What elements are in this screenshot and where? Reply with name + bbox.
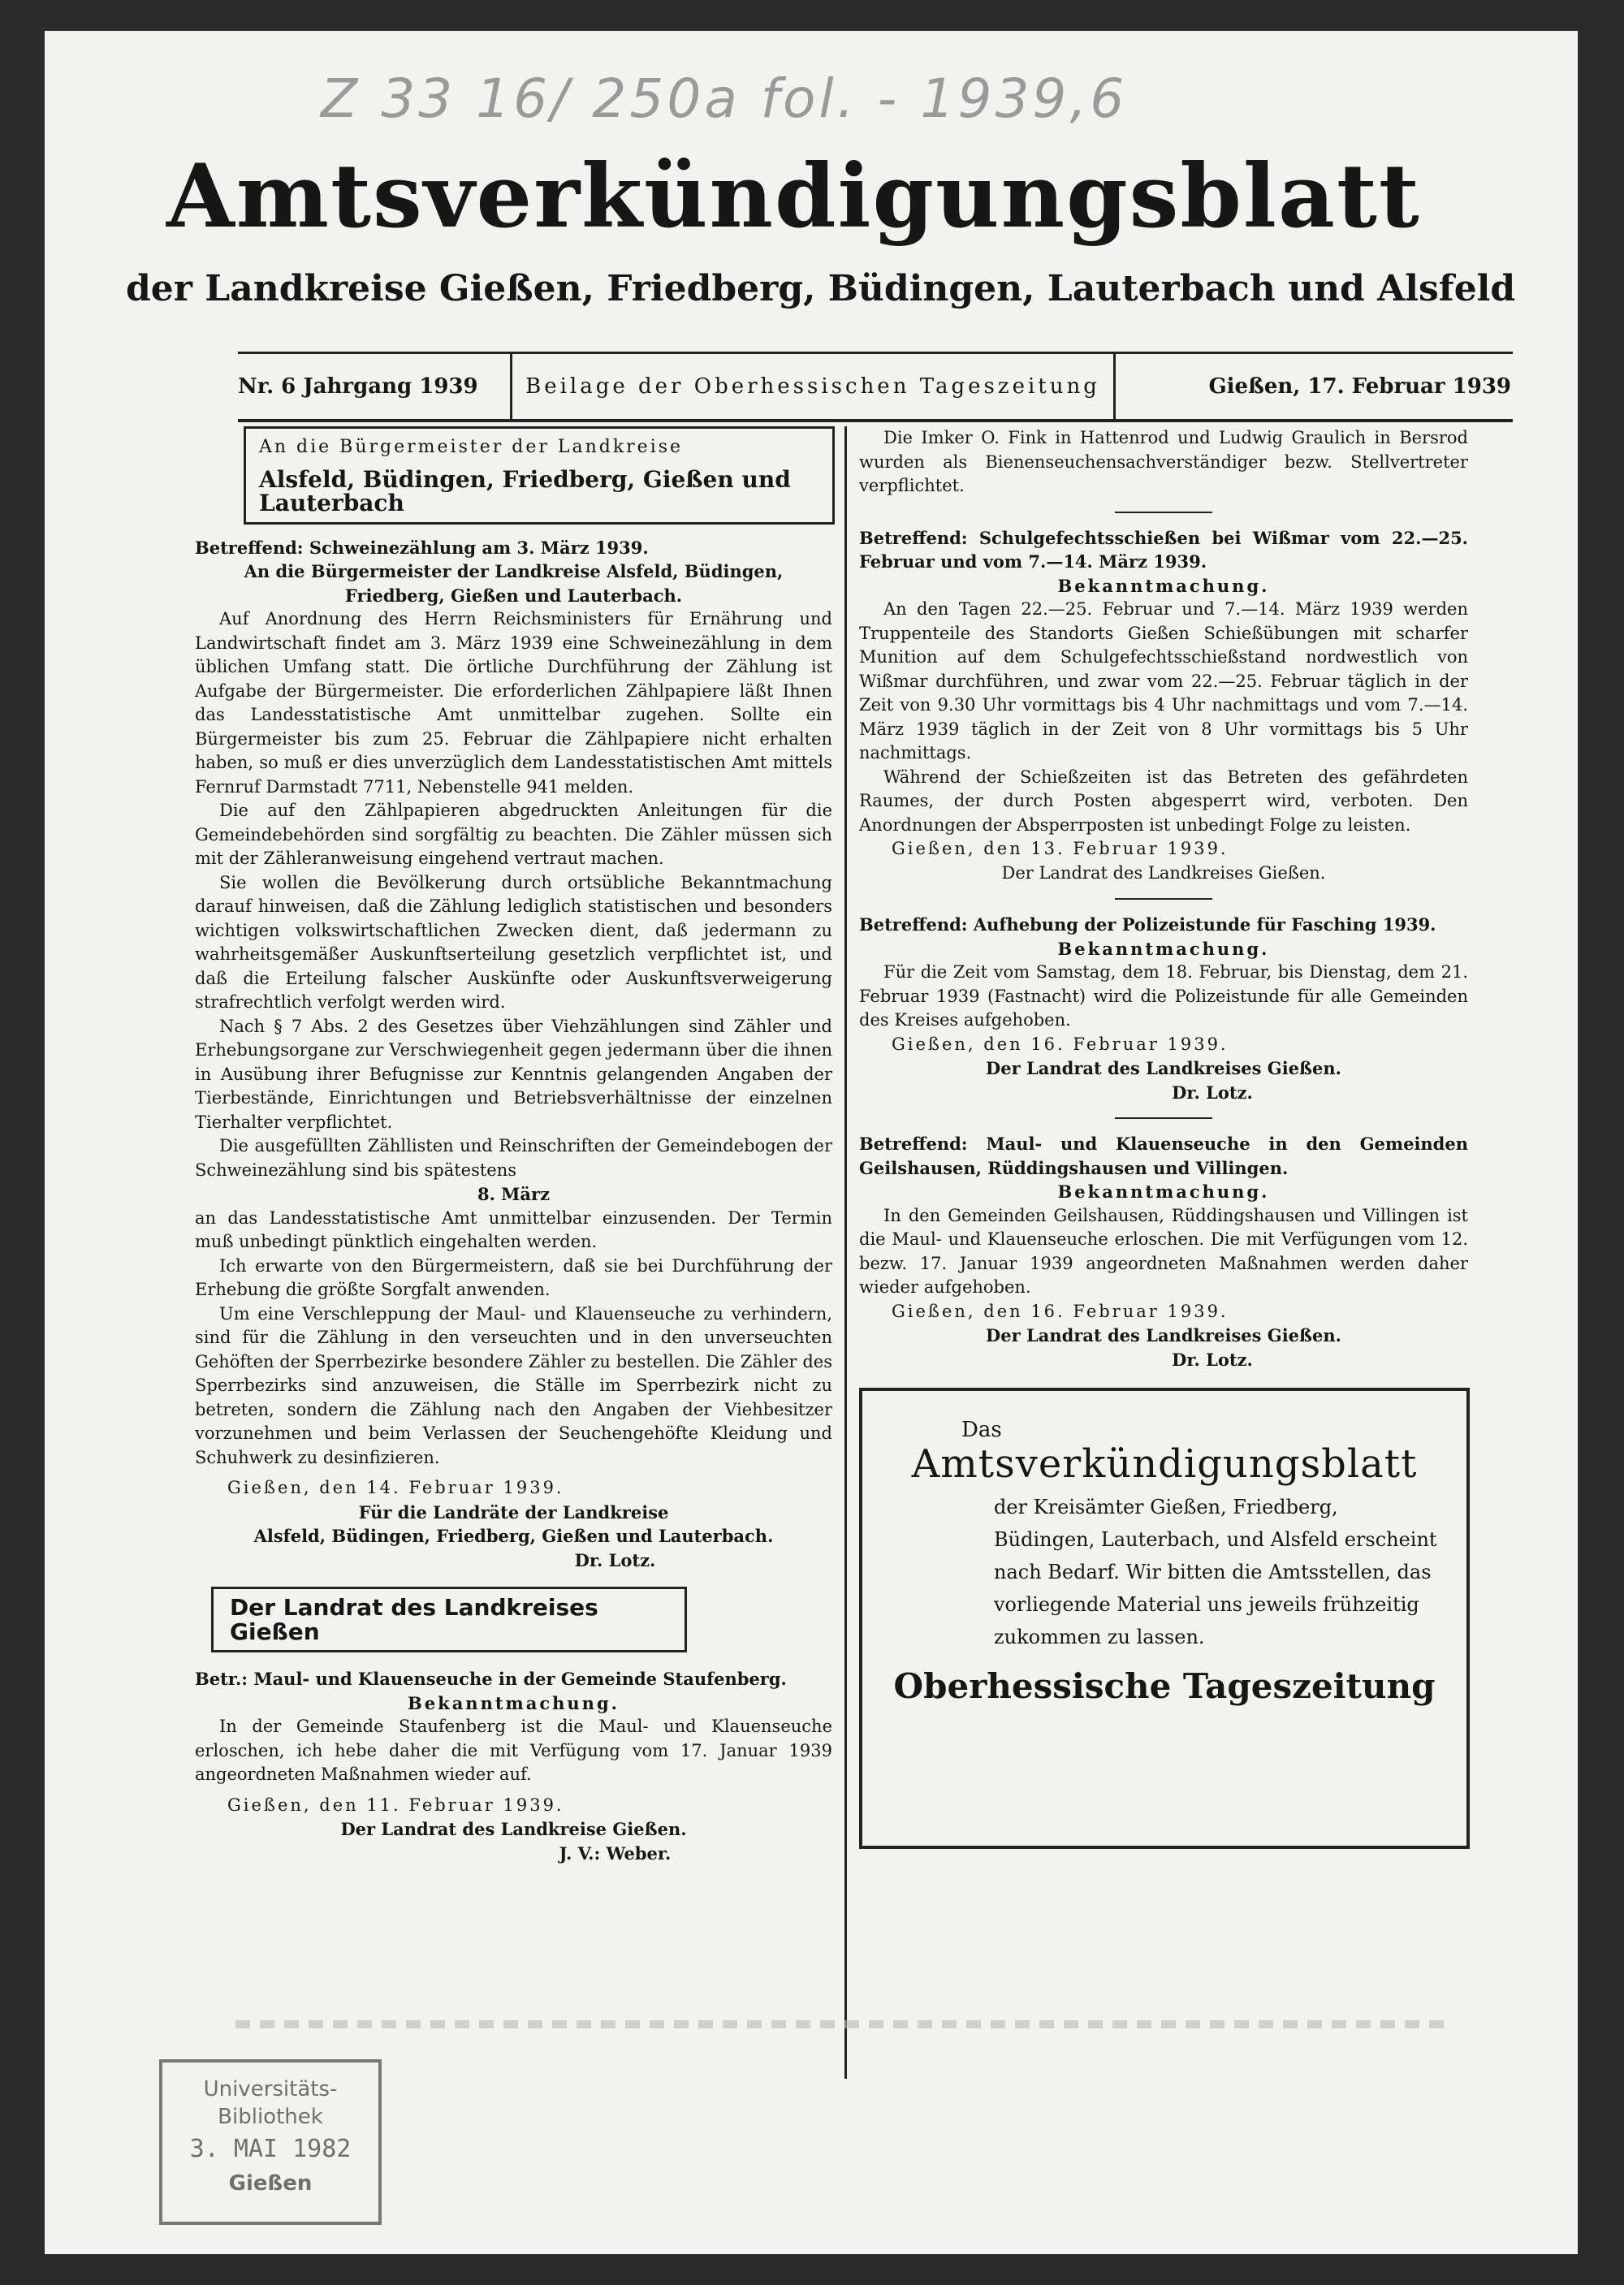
article-paragraph: In den Gemeinden Geilshausen, Rüddingshausen und Villingen ist die Maul- und Klauenseuche erloschen. Die mit Verfügungen vom 12. bezw. 17. Januar 1939 angeordneten Maßnahmen werden daher wieder aufgehoben. — [859, 1205, 1468, 1297]
article-paragraph: Sie wollen die Bevölkerung durch ortsübliche Bekanntmachung darauf hinweisen, daß die Zählung lediglich statistischen und besonders wichtigen volkswirtschaftlichen Zwecken dient, daß jedermann zu wahrheitsgemäßer Auskunftserteilung gesetzlich verpflichtet ist, und daß die Erteilung falscher Auskünfte oder Auskunftsverweigerung strafrechtlich verfolgt werden wird. — [195, 872, 832, 1012]
article-heading: Bekanntmachung. — [408, 1692, 620, 1713]
article-paragraph: an das Landesstatistische Amt unmittelbar einzusenden. Der Termin muß unbedingt pünktlich eingehalten werden. — [195, 1207, 832, 1251]
deadline-date: 8. März — [477, 1184, 551, 1204]
article-paragraph: Auf Anordnung des Herrn Reichsministers für Ernährung und Landwirtschaft findet am 3. März 1939 eine Schweinezählung in dem üblichen Umfang statt. Die örtliche Durchführung der Zählung ist Aufgabe der Bürgermeister. Die erforderlichen Zählpapiere läßt Ihnen das Landesstatistische Amt unmittelbar zugehen. Sollte ein Bürgermeister bis zum 25. Februar die Zählpapiere nicht erhalten haben, so muß er dies unverzüglich dem Landesstatistischen Amt mittels Fernruf Darmstadt 7711, Nebenstelle 941 melden. — [195, 609, 832, 797]
article-paragraph: Während der Schießzeiten ist das Betreten des gefährdeten Raumes, der durch Posten abgesperrt wird, verboten. Den Anordnungen der Absperrposten ist unbedingt Folge zu leisten. — [859, 767, 1468, 835]
stamp-date: 3. MAI 1982 — [189, 2135, 352, 2163]
signature-line: Der Landrat des Landkreises Gießen. — [986, 1325, 1341, 1346]
article-subject: Betreffend: Aufhebung der Polizeistunde für Fasching 1939. — [859, 914, 1436, 935]
address-box — [244, 426, 835, 525]
landrat-heading-box: Der Landrat des Landkreises Gießen — [211, 1587, 687, 1652]
article-addressee: An die Bürgermeister der Landkreise Alsfeld, Büdingen, Friedberg, Gießen und Lauterbach. — [244, 561, 784, 606]
article-paragraph: Ich erwarte von den Bürgermeistern, daß sie bei Durchführung der Erhebung die größte Sorgfalt anwenden. — [195, 1255, 832, 1299]
handwritten-reference: Z 33 16/ 250a fol. - 1939,6 — [321, 67, 1128, 130]
article-paragraph: Die Imker O. Fink in Hattenrod und Ludwig Graulich in Bersrod wurden als Bienenseuchensachverständiger bezw. Stellvertreter verpflichtet. — [859, 428, 1468, 495]
notice-title: Amtsverkündigungsblatt — [911, 1441, 1418, 1487]
masthead-title: Amtsverkündigungsblatt — [166, 145, 1421, 248]
faint-print-line — [235, 2020, 1453, 2028]
issue-info-bar — [238, 352, 1513, 422]
signature-line: Der Landrat des Landkreises Gießen. — [1001, 862, 1326, 883]
address-line-1: An die Bürgermeister der Landkreise — [259, 437, 684, 457]
signature-name: Dr. Lotz. — [1172, 1349, 1253, 1370]
article-paragraph: Die auf den Zählpapieren abgedruckten Anleitungen für die Gemeindebehörden sind sorgfältig zu beachten. Die Zähler müssen sich mit der Zähleranweisung eingehend vertraut machen. — [195, 801, 832, 868]
signature-line: Der Landrat des Landkreises Gießen. — [986, 1058, 1341, 1078]
article-subject: Betreffend: Schulgefechtsschießen bei Wißmar vom 22.—25. Februar und vom 7.—14. März 1939. — [859, 527, 1468, 572]
article-dateline: Gießen, den 14. Februar 1939. — [227, 1478, 564, 1497]
notice-text: der Kreisämter Gießen, Friedberg, Büdingen, Lauterbach, und Alsfeld erscheint nach Bedarf. Wir bitten die Amtsstellen, das vorliegende Material uns jeweils frühzeitig zukommen zu lassen. — [994, 1496, 1437, 1648]
article-subject: Betreffend: Schweinezählung am 3. März 1939. — [195, 537, 649, 558]
article-heading: Bekanntmachung. — [1057, 1181, 1270, 1202]
left-column — [195, 426, 832, 1865]
article-paragraph: Die ausgefüllten Zähllisten und Reinschriften der Gemeindebogen der Schweinezählung sind bis spätestens — [195, 1136, 832, 1180]
signature-line: Alsfeld, Büdingen, Friedberg, Gießen und Lauterbach. — [253, 1526, 774, 1546]
notice-publisher: Oberhessische Tageszeitung — [893, 1666, 1436, 1706]
article-dateline: Gießen, den 16. Februar 1939. — [892, 1034, 1229, 1054]
masthead-subtitle: der Landkreise Gießen, Friedberg, Büdingen, Lauterbach und Alsfeld — [126, 268, 1516, 309]
article-heading: Bekanntmachung. — [1057, 938, 1270, 959]
signature-line: Der Landrat des Landkreise Gießen. — [340, 1819, 687, 1839]
article-dateline: Gießen, den 16. Februar 1939. — [892, 1301, 1229, 1321]
stamp-line: Gießen — [228, 2171, 313, 2196]
article-subject: Betreffend: Maul- und Klauenseuche in den Gemeinden Geilshausen, Rüddingshausen und Villingen. — [859, 1134, 1468, 1178]
library-stamp — [159, 2059, 382, 2225]
article-separator — [1115, 898, 1212, 900]
address-line-2: Alsfeld, Büdingen, Friedberg, Gießen und Lauterbach — [259, 465, 791, 516]
article-separator — [1115, 1117, 1212, 1119]
article-paragraph: Nach § 7 Abs. 2 des Gesetzes über Viehzählungen sind Zähler und Erhebungsorgane zur Verschwiegenheit gegen jedermann über die ihnen in Ausübung ihrer Befugnisse zur Kenntnis gelangenden Angaben der Tierbestände, Einrichtungen und Betriebsverhältnisse der einzelnen Tierhalter verpflichtet. — [195, 1016, 832, 1132]
stamp-line: Bibliothek — [218, 2105, 323, 2129]
article-paragraph: An den Tagen 22.—25. Februar und 7.—14. März 1939 werden Truppenteile des Standorts Gießen Schießübungen mit scharfer Munition auf dem Schulgefechtsschießstand nordwestlich von Wißmar durchführen, und zwar vom 22.—25. Februar täglich in der Zeit von 9.30 Uhr vormittags bis 4 Uhr nachmittags und vom 7.—14. März 1939 täglich in der Zeit von 8 Uhr vormittags bis 5 Uhr nachmittags. — [859, 599, 1468, 762]
article-paragraph: Um eine Verschleppung der Maul- und Klauenseuche zu verhindern, sind für die Zählung in den verseuchten und in den unverseuchten Gehöften der Sperrbezirke besondere Zähler zu bestellen. Die Zähler des Sperrbezirks sind anzuweisen, die Ställe im Sperrbezirk nicht zu betreten, sondern die Zählung nach den Angaben der Viehbesitzer vorzunehmen und beim Verlassen der Seuchengehöfte Kleidung und Schuhwerk zu desinfizieren. — [195, 1303, 832, 1467]
article-dateline: Gießen, den 11. Februar 1939. — [227, 1795, 564, 1815]
article-paragraph: Für die Zeit vom Samstag, dem 18. Februar, bis Dienstag, dem 21. Februar 1939 (Fastnacht) wird die Polizeistunde für alle Gemeinden des Kreises aufgehoben. — [859, 962, 1468, 1030]
signature-name: Dr. Lotz. — [1172, 1082, 1253, 1103]
article-heading: Bekanntmachung. — [1057, 575, 1270, 596]
right-column — [859, 426, 1468, 1849]
article-dateline: Gießen, den 13. Februar 1939. — [892, 839, 1229, 858]
article-separator — [1115, 512, 1212, 513]
article-paragraph: In der Gemeinde Staufenberg ist die Maul- und Klauenseuche erloschen, ich hebe daher die mit Verfügung vom 17. Januar 1939 angeordneten Maßnahmen wieder auf. — [195, 1717, 832, 1784]
stamp-line: Universitäts- — [203, 2077, 338, 2101]
publisher-notice-box — [859, 1388, 1470, 1849]
column-divider — [844, 426, 847, 2079]
issue-date: Gießen, 17. Februar 1939 — [1208, 374, 1511, 399]
article-subject: Betr.: Maul- und Klauenseuche in der Gemeinde Staufenberg. — [195, 1669, 787, 1689]
signature-name: J. V.: Weber. — [559, 1842, 672, 1864]
supplement-note: Beilage der Oberhessischen Tageszeitung — [510, 354, 1116, 419]
notice-intro: Das — [961, 1418, 1002, 1442]
signature-line: Für die Landräte der Landkreise — [358, 1501, 669, 1523]
issue-number: Nr. 6 Jahrgang 1939 — [238, 374, 478, 399]
signature-name: Dr. Lotz. — [574, 1549, 656, 1570]
